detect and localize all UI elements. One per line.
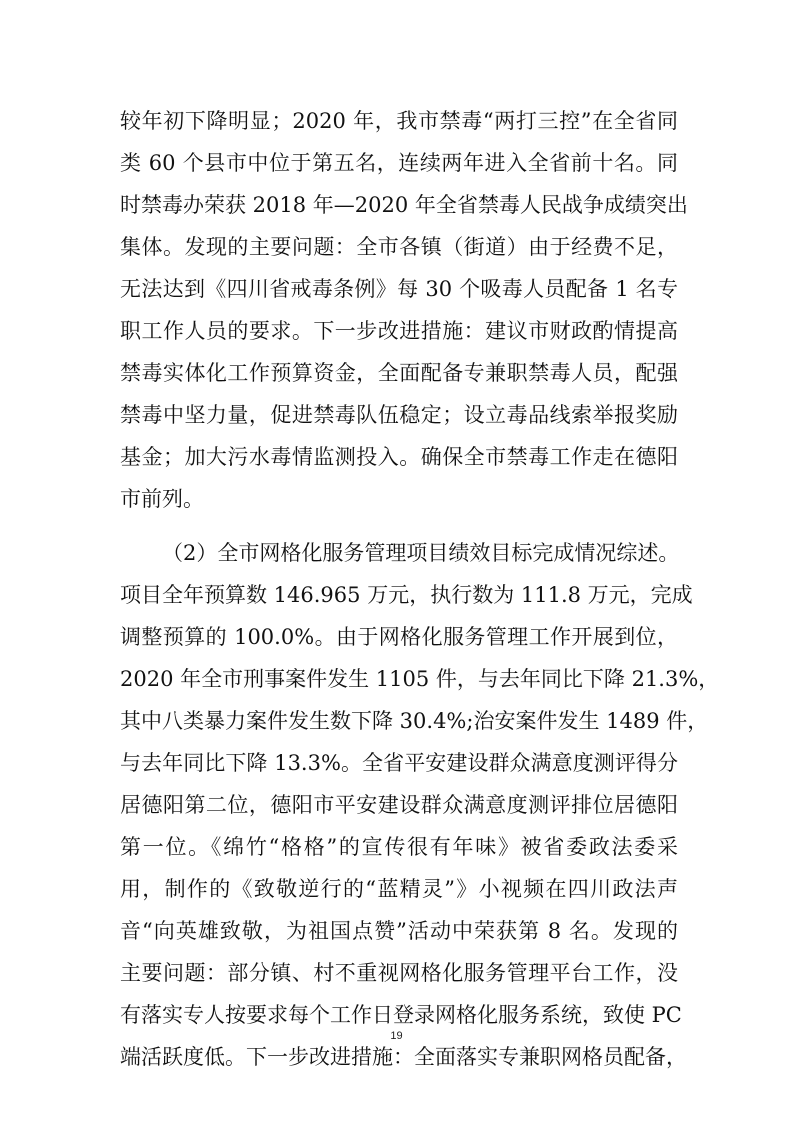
text-line: 较年初下降明显；2020 年，我市禁毒“两打三控”在全省同	[120, 109, 678, 133]
text-line: 端活跃度低。下一步改进措施：全面落实专兼职网格员配备，	[120, 1045, 687, 1069]
text-line: 基金；加大污水毒情监测投入。确保全市禁毒工作走在德阳	[120, 445, 678, 469]
text-line: 2020 年全市刑事案件发生 1105 件，与去年同比下降 21.3%，	[120, 667, 720, 691]
text-line: 集体。发现的主要问题：全市各镇（街道）由于经费不足，	[120, 235, 678, 259]
text-line: 项目全年预算数 146.965 万元，执行数为 111.8 万元，完成	[120, 583, 693, 607]
text-line: 有落实专人按要求每个工作日登录网格化服务系统，致使 PC	[120, 1003, 682, 1027]
body-text	[120, 100, 720, 1078]
text-line: 职工作人员的要求。下一步改进措施：建议市财政酌情提高	[120, 319, 678, 343]
text-line: （2）全市网格化服务管理项目绩效目标完成情况综述。	[162, 541, 680, 565]
text-line: 用，制作的《致敬逆行的“蓝精灵”》小视频在四川政法声	[120, 877, 678, 901]
text-line: 禁毒中坚力量，促进禁毒队伍稳定；设立毒品线索举报奖励	[120, 403, 678, 427]
text-line: 居德阳第二位，德阳市平安建设群众满意度测评排位居德阳	[120, 793, 678, 817]
page-number: 19	[390, 1030, 403, 1042]
text-line: 主要问题：部分镇、村不重视网格化服务管理平台工作，没	[120, 961, 678, 985]
paragraph-2	[120, 532, 720, 1078]
text-line: 音“向英雄致敬，为祖国点赞”活动中荣获第 8 名。发现的	[120, 919, 678, 943]
text-line: 其中八类暴力案件发生数下降 30.4%;治安案件发生 1489 件，	[120, 709, 709, 733]
text-line: 时禁毒办荣获 2018 年—2020 年全省禁毒人民战争成绩突出	[120, 193, 688, 217]
paragraph-gap	[120, 520, 678, 532]
text-line: 市前列。	[120, 487, 204, 511]
text-line: 与去年同比下降 13.3%。全省平安建设群众满意度测评得分	[120, 751, 678, 775]
text-line: 类 60 个县市中位于第五名，连续两年进入全省前十名。同	[120, 151, 678, 175]
text-line: 第一位。《绵竹“格格”的宣传很有年味》被省委政法委采	[120, 835, 678, 859]
paragraph-1	[120, 100, 688, 520]
text-line: 禁毒实体化工作预算资金，全面配备专兼职禁毒人员，配强	[120, 361, 678, 385]
text-line: 调整预算的 100.0%。由于网格化服务管理工作开展到位，	[120, 625, 678, 649]
text-line: 无法达到《四川省戒毒条例》每 30 个吸毒人员配备 1 名专	[120, 277, 678, 301]
